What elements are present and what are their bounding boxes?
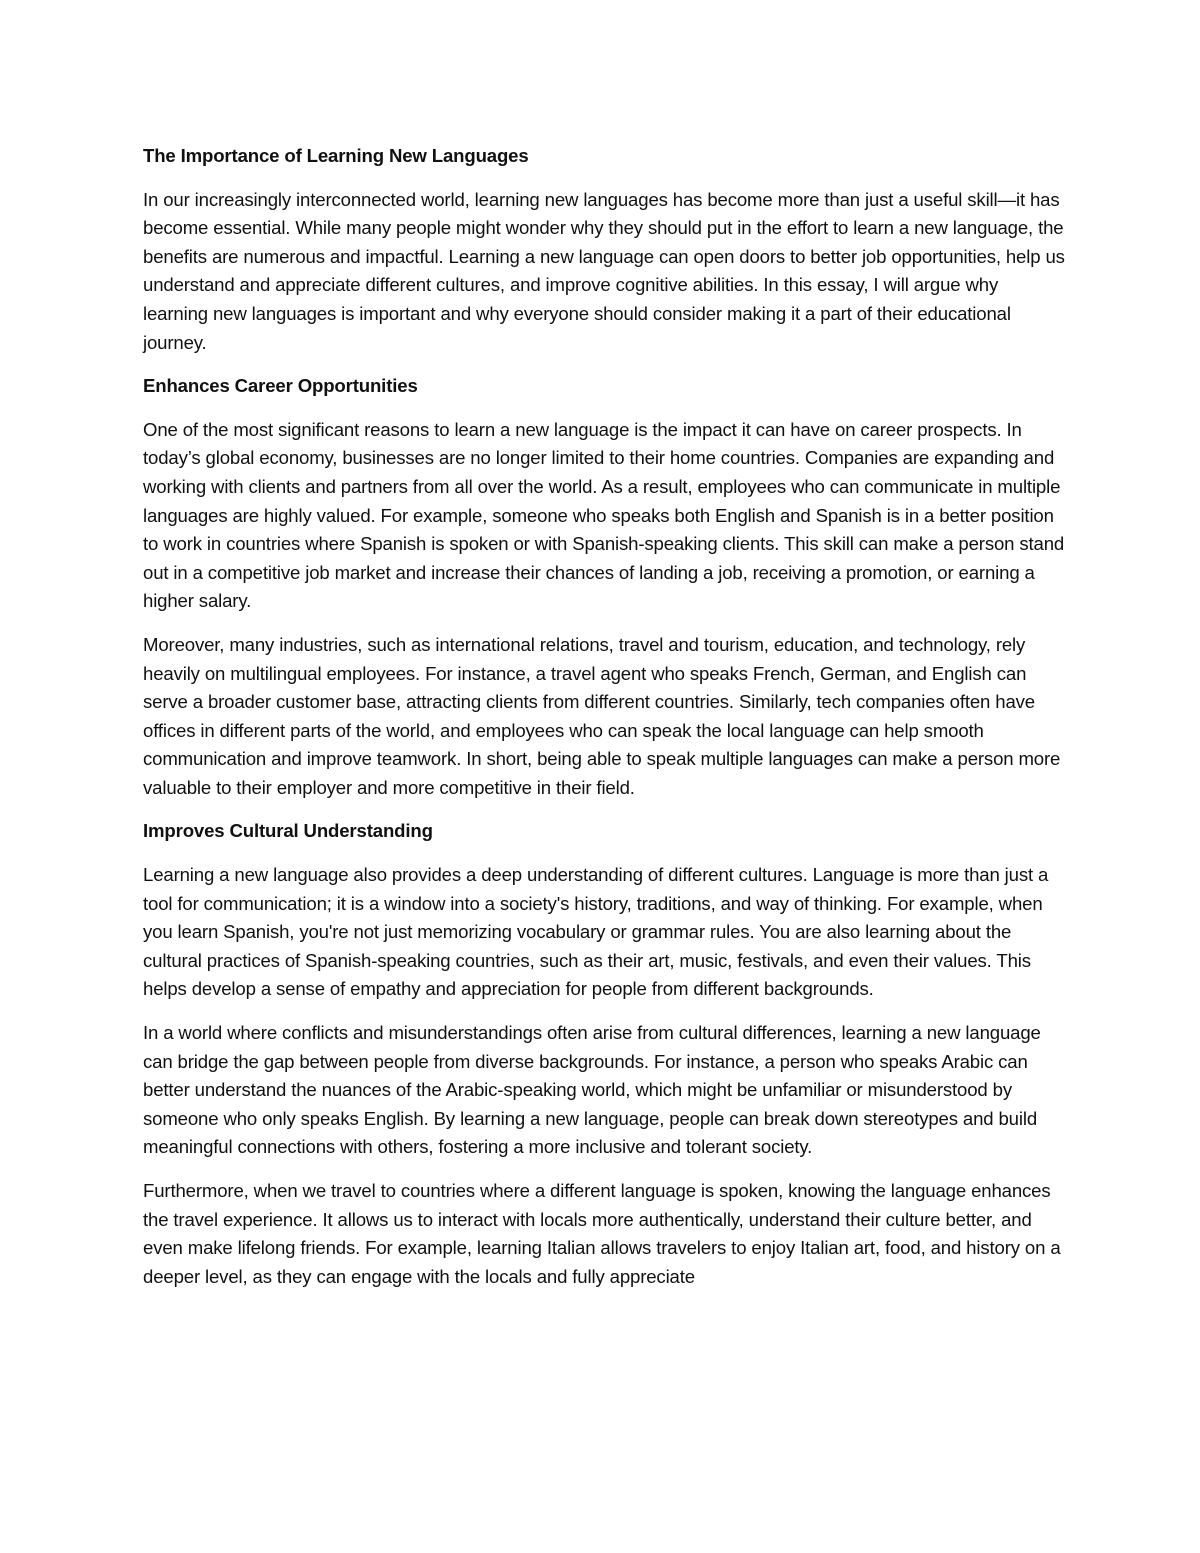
document-title: The Importance of Learning New Languages <box>143 145 529 166</box>
document-body <box>143 142 1068 1306</box>
culture-paragraph-2: In a world where conflicts and misunderstandings often arise from cultural differences, learning a new language can bridge the gap between people from diverse backgrounds. For instance, a person who speaks Arabic can better understand the nuances of the Arabic-speaking world, which might be unfamiliar or misunderstood by someone who only speaks English. By learning a new language, people can break down stereotypes and build meaningful connections with others, fostering a more inclusive and tolerant society. <box>143 1022 1041 1158</box>
culture-paragraph-1: Learning a new language also provides a deep understanding of different cultures. Language is more than just a tool for communication; it is a window into a society's history, traditions, and way of thinking. For example, when you learn Spanish, you're not just memorizing vocabulary or grammar rules. You are also learning about the cultural practices of Spanish-speaking countries, such as their art, music, festivals, and even their values. This helps develop a sense of empathy and appreciation for people from different backgrounds. <box>143 864 1049 1000</box>
section-heading-career: Enhances Career Opportunities <box>143 375 418 397</box>
section-heading-culture: Improves Cultural Understanding <box>143 820 433 842</box>
career-paragraph-2: Moreover, many industries, such as international relations, travel and tourism, education, and technology, rely heavily on multilingual employees. For instance, a travel agent who speaks French, German, and English can serve a broader customer base, attracting clients from different countries. Similarly, tech companies often have offices in different parts of the world, and employees who can speak the local language can help smooth communication and improve teamwork. In short, being able to speak multiple languages can make a person more valuable to their employer and more competitive in their field. <box>143 633 1061 798</box>
career-paragraph-1: One of the most significant reasons to learn a new language is the impact it can have on career prospects. In today’s global economy, businesses are no longer limited to their home countries. Companies are expanding and working with clients and partners from all over the world. As a result, employees who can communicate in multiple languages are highly valued. For example, someone who speaks both English and Spanish is in a better position to work in countries where Spanish is spoken or with Spanish-speaking clients. This skill can make a person stand out in a competitive job market and increase their chances of landing a job, receiving a promotion, or earning a higher salary. <box>143 418 1065 612</box>
intro-paragraph: In our increasingly interconnected world, learning new languages has become more than just a useful skill—it has become essential. While many people might wonder why they should put in the effort to learn a new language, the benefits are numerous and impactful. Learning a new language can open doors to better job opportunities, help us understand and appreciate different cultures, and improve cognitive abilities. In this essay, I will argue why learning new languages is important and why everyone should consider making it a part of their educational journey. <box>143 188 1065 353</box>
culture-paragraph-3: Furthermore, when we travel to countries where a different language is spoken, knowing the language enhances the travel experience. It allows us to interact with locals more authentically, understand their culture better, and even make lifelong friends. For example, learning Italian allows travelers to enjoy Italian art, food, and history on a deeper level, as they can engage with the locals and fully appreciate <box>143 1180 1061 1287</box>
